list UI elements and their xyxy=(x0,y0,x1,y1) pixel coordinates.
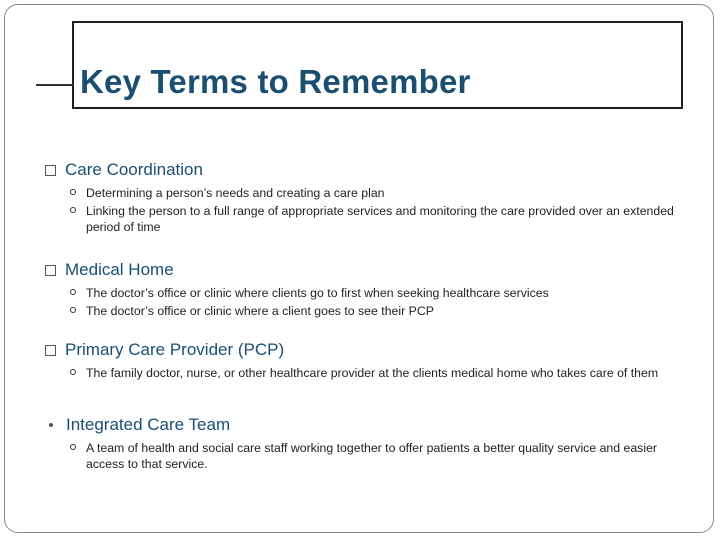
title-accent-line xyxy=(36,84,74,86)
section-heading-text: Care Coordination xyxy=(65,160,203,179)
section-heading xyxy=(43,339,683,361)
slide-title: Key Terms to Remember xyxy=(80,63,471,100)
sub-list xyxy=(43,185,683,235)
circle-bullet-icon xyxy=(70,289,76,295)
list-item xyxy=(69,185,683,201)
section-heading xyxy=(43,159,683,181)
section-integrated-care-team xyxy=(43,414,683,474)
checkbox-bullet-icon xyxy=(45,165,56,176)
checkbox-bullet-icon xyxy=(45,265,56,276)
circle-bullet-icon xyxy=(70,189,76,195)
section-medical-home xyxy=(43,259,683,321)
sub-list xyxy=(43,440,683,472)
section-heading xyxy=(43,259,683,281)
checkbox-bullet-icon xyxy=(45,345,56,356)
circle-bullet-icon xyxy=(70,369,76,375)
list-item xyxy=(69,440,683,472)
list-item xyxy=(69,303,683,319)
section-primary-care-provider xyxy=(43,339,683,383)
sub-list xyxy=(43,365,683,381)
list-item xyxy=(69,203,683,235)
section-heading-text: Medical Home xyxy=(65,260,174,279)
dot-bullet-icon xyxy=(49,423,53,427)
section-heading xyxy=(43,414,683,436)
section-heading-text: Primary Care Provider (PCP) xyxy=(65,340,285,359)
list-item-text: The doctor’s office or clinic where a client goes to see their PCP xyxy=(86,304,434,318)
list-item-text: The family doctor, nurse, or other healthcare provider at the clients medical home who takes care of them xyxy=(86,366,659,380)
list-item-text: A team of health and social care staff working together to offer patients a better quality service and easier access to that service. xyxy=(86,441,658,471)
sub-list xyxy=(43,285,683,319)
circle-bullet-icon xyxy=(70,207,76,213)
section-care-coordination xyxy=(43,159,683,237)
circle-bullet-icon xyxy=(70,307,76,313)
list-item xyxy=(69,285,683,301)
list-item-text: Linking the person to a full range of appropriate services and monitoring the care provided over an extended period of time xyxy=(86,204,674,234)
circle-bullet-icon xyxy=(70,444,76,450)
list-item xyxy=(69,365,683,381)
list-item-text: Determining a person’s needs and creating a care plan xyxy=(86,186,385,200)
section-heading-text: Integrated Care Team xyxy=(66,415,231,434)
list-item-text: The doctor’s office or clinic where clients go to first when seeking healthcare services xyxy=(86,286,549,300)
